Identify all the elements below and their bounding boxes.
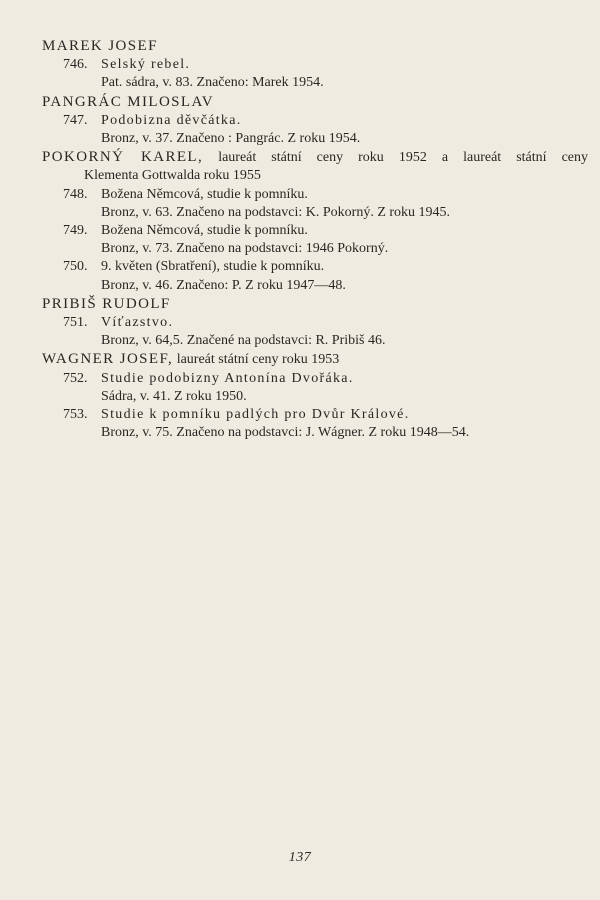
catalog-number: 747. xyxy=(63,112,88,128)
artist-name: MAREK JOSEF xyxy=(42,38,158,54)
work-entry xyxy=(42,222,590,240)
page-number: 137 xyxy=(288,850,312,865)
work-details: Pat. sádra, v. 83. Značeno: Marek 1954. xyxy=(101,75,324,91)
artist-heading xyxy=(42,148,588,167)
catalog-number: 752. xyxy=(63,370,88,386)
catalog-number: 753. xyxy=(63,407,88,423)
artist-name: PRIBIŠ RUDOLF xyxy=(42,295,171,312)
artist-note: laureát státní ceny roku 1953 xyxy=(176,352,340,368)
work-title: Podobizna děvčátka. xyxy=(101,112,242,128)
artist-heading xyxy=(42,37,590,56)
work-title: Selský rebel. xyxy=(101,57,191,73)
work-title: Studie podobizny Antonína Dvořáka. xyxy=(101,370,354,386)
artist-heading xyxy=(42,295,590,314)
work-entry xyxy=(42,258,590,276)
work-details: Bronz, v. 46. Značeno: P. Z roku 1947—48. xyxy=(101,277,346,293)
catalog-number: 748. xyxy=(63,186,88,202)
work-details: Bronz, v. 75. Značeno na podstavci: J. Wágner. Z roku 1948—54. xyxy=(101,425,470,441)
catalog-number: 749. xyxy=(63,223,88,239)
catalog-number: 750. xyxy=(63,259,88,275)
work-details: Bronz, v. 64,5. Značené na podstavci: R. Pribiš 46. xyxy=(101,333,386,349)
work-title: Studie k pomníku padlých pro Dvůr Králové. xyxy=(101,407,410,423)
artist-note-continued: Klementa Gottwalda roku 1955 xyxy=(84,168,261,184)
work-title: Víťazstvo. xyxy=(101,315,174,331)
work-details: Bronz, v. 73. Značeno na podstavci: 1946 Pokorný. xyxy=(101,241,389,257)
work-entry xyxy=(42,314,590,332)
work-details: Bronz, v. 37. Značeno : Pangrác. Z roku 1954. xyxy=(101,131,361,147)
catalog-number: 751. xyxy=(63,315,88,331)
work-details: Bronz, v. 63. Značeno na podstavci: K. Pokorný. Z roku 1945. xyxy=(101,204,451,220)
work-title: Božena Němcová, studie k pomníku. xyxy=(101,186,308,202)
artist-name: PANGRÁC MILOSLAV xyxy=(42,93,215,110)
artist-name: WAGNER JOSEF, xyxy=(42,351,174,368)
work-entry xyxy=(42,406,590,424)
work-details: Sádra, v. 41. Z roku 1950. xyxy=(101,388,247,404)
work-entry xyxy=(42,370,590,388)
work-title: 9. květen (Sbratření), studie k pomníku. xyxy=(101,259,325,275)
work-title: Božena Němcová, studie k pomníku. xyxy=(101,223,308,239)
work-entry xyxy=(42,186,590,204)
artist-name: POKORNÝ KAREL, xyxy=(42,149,204,166)
work-entry xyxy=(42,56,590,74)
catalog-list xyxy=(42,37,590,442)
artist-note: laureát státní ceny roku 1952 a laureát státní ceny xyxy=(218,150,589,166)
artist-heading xyxy=(42,93,590,112)
artist-heading xyxy=(42,350,590,369)
catalog-number: 746. xyxy=(63,57,88,73)
work-entry xyxy=(42,112,590,130)
